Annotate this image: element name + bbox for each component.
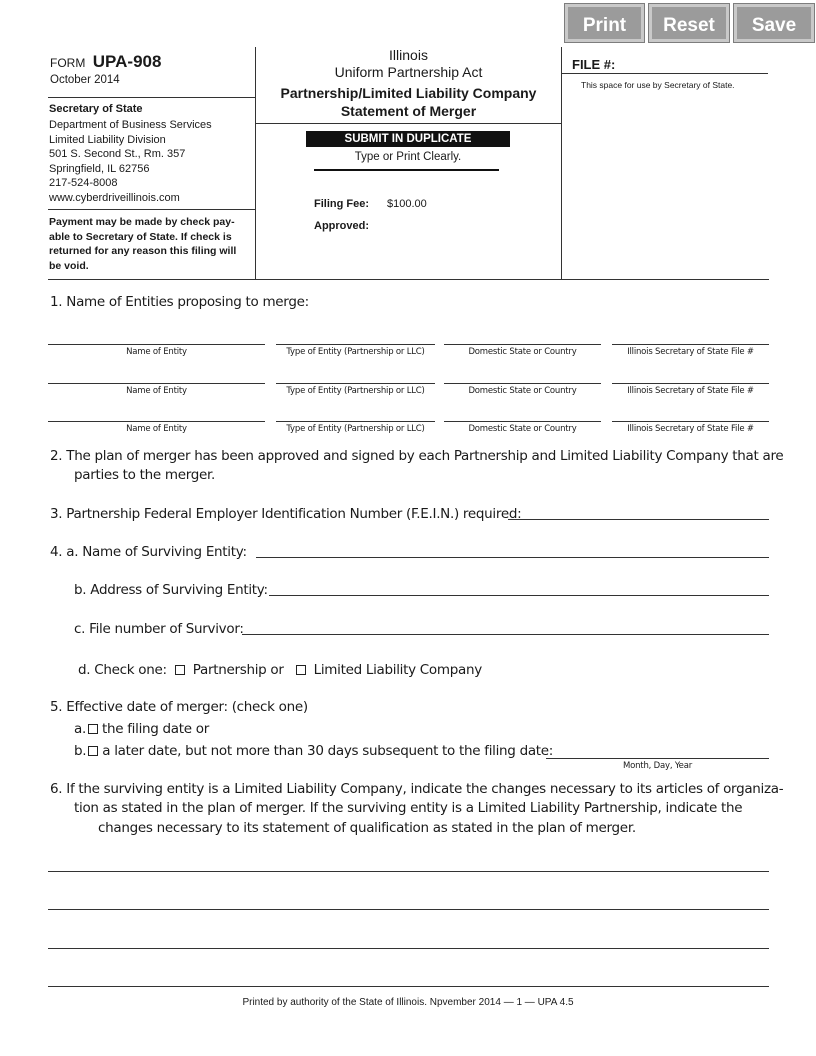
payment-line: able to Secretary of State. If check is xyxy=(49,230,232,243)
entity-3-type-input[interactable] xyxy=(276,405,435,422)
entity-1-state-input[interactable] xyxy=(444,328,601,345)
item-5a-prefix: a. xyxy=(74,721,86,737)
item-5b-label: a later date, but not more than 30 days subsequent to the filing date: xyxy=(102,743,554,759)
partnership-checkbox[interactable] xyxy=(175,665,185,675)
llc-option-label: Limited Liability Company xyxy=(313,662,482,678)
filing-fee-value: $100.00 xyxy=(387,198,427,210)
agency-line: 217-524-8008 xyxy=(49,177,118,189)
surviving-entity-address-input[interactable] xyxy=(269,579,769,596)
item-4d-row xyxy=(78,662,482,678)
page-subtitle: Statement of Merger xyxy=(340,103,477,119)
payment-note xyxy=(49,215,236,273)
item-4b-label: b. Address of Surviving Entity: xyxy=(74,582,268,598)
changes-line-3[interactable] xyxy=(48,932,769,949)
office-use-note: This space for use by Secretary of State. xyxy=(581,80,735,90)
item-5b-row xyxy=(74,743,553,759)
caption-entity-file: Illinois Secretary of State File # xyxy=(627,347,754,357)
caption-entity-state: Domestic State or Country xyxy=(468,386,577,396)
fein-input[interactable] xyxy=(508,503,769,520)
later-date-input[interactable] xyxy=(546,742,769,759)
item-4a-label: 4. a. Name of Surviving Entity: xyxy=(50,544,247,560)
caption-entity-type: Type of Entity (Partnership or LLC) xyxy=(286,347,425,357)
payment-line: be void. xyxy=(49,259,89,272)
survivor-file-number-input[interactable] xyxy=(242,618,769,635)
agency-title: Secretary of State xyxy=(49,103,143,115)
entity-3-state-input[interactable] xyxy=(444,405,601,422)
caption-entity-state: Domestic State or Country xyxy=(468,424,577,434)
filing-fee-label: Filing Fee: xyxy=(314,198,369,210)
submit-banner: SUBMIT IN DUPLICATE xyxy=(306,131,510,147)
surviving-entity-name-input[interactable] xyxy=(256,541,769,558)
entity-2-name-input[interactable] xyxy=(48,367,265,384)
agency-line: Limited Liability Division xyxy=(49,133,166,146)
footer-note: Printed by authority of the State of Illinois. Npvember 2014 — 1 — UPA 4.5 xyxy=(242,997,574,1008)
filing-date-checkbox[interactable] xyxy=(88,724,98,734)
caption-entity-type: Type of Entity (Partnership or LLC) xyxy=(286,386,425,396)
caption-entity-state: Domestic State or Country xyxy=(468,347,577,357)
type-print-note: Type or Print Clearly. xyxy=(354,151,462,163)
file-number-label: FILE #: xyxy=(572,57,616,72)
item-4c-label: c. File number of Survivor: xyxy=(74,621,244,637)
act-name: Uniform Partnership Act xyxy=(334,64,483,80)
item-1-label: 1. Name of Entities proposing to merge: xyxy=(50,294,309,310)
item-5a-label: the filing date or xyxy=(101,721,209,737)
agency-line: Department of Business Services xyxy=(49,119,212,131)
payment-line: returned for any reason this filing will xyxy=(49,245,237,257)
column-divider xyxy=(561,47,562,279)
caption-entity-name: Name of Entity xyxy=(126,347,187,357)
form-number: UPA-908 xyxy=(92,52,162,71)
later-date-checkbox[interactable] xyxy=(88,746,98,756)
payment-line: Payment may be made by check pay- xyxy=(49,216,235,228)
divider xyxy=(314,169,499,171)
partnership-option-label: Partnership or xyxy=(192,662,284,678)
form-id xyxy=(50,52,161,72)
form-prefix: FORM xyxy=(50,56,86,70)
date-format-caption: Month, Day, Year xyxy=(622,761,693,771)
caption-entity-file: Illinois Secretary of State File # xyxy=(627,424,754,434)
item-2-text: 2. The plan of merger has been approved and signed by each Partnership and Limited Liability Company that are xyxy=(50,448,784,464)
item-2-text-cont: parties to the merger. xyxy=(74,467,216,483)
changes-line-2[interactable] xyxy=(48,893,769,910)
item-5b-prefix: b. xyxy=(74,743,87,759)
divider xyxy=(48,209,256,210)
caption-entity-type: Type of Entity (Partnership or LLC) xyxy=(286,424,425,434)
entity-1-file-input[interactable] xyxy=(612,328,769,345)
changes-line-1[interactable] xyxy=(48,855,769,872)
item-5a-row xyxy=(74,721,209,737)
entity-2-type-input[interactable] xyxy=(276,367,435,384)
divider xyxy=(256,123,561,124)
item-3-label: 3. Partnership Federal Employer Identification Number (F.E.I.N.) required: xyxy=(50,506,522,522)
entity-1-type-input[interactable] xyxy=(276,328,435,345)
divider xyxy=(48,97,256,98)
column-divider xyxy=(255,47,256,279)
caption-entity-file: Illinois Secretary of State File # xyxy=(627,386,754,396)
entity-3-name-input[interactable] xyxy=(48,405,265,422)
changes-line-4[interactable] xyxy=(48,970,769,987)
print-button[interactable]: Print xyxy=(565,4,644,42)
caption-entity-name: Name of Entity xyxy=(126,424,187,434)
item-6-text: 6. If the surviving entity is a Limited Liability Company, indicate the changes necessary to its articles of organiza- xyxy=(50,781,784,797)
form-date: October 2014 xyxy=(50,74,120,86)
entity-2-state-input[interactable] xyxy=(444,367,601,384)
agency-line: 501 S. Second St., Rm. 357 xyxy=(49,148,186,160)
entity-2-file-input[interactable] xyxy=(612,367,769,384)
section-divider xyxy=(48,279,769,280)
agency-website: www.cyberdriveillinois.com xyxy=(49,191,180,204)
item-6-text-cont: tion as stated in the plan of merger. If the surviving entity is a Limited Liability Partnership, indicate the xyxy=(74,800,743,816)
item-5-label: 5. Effective date of merger: (check one) xyxy=(50,699,308,715)
item-6-text-cont: changes necessary to its statement of qualification as stated in the plan of merger. xyxy=(98,820,636,836)
llc-checkbox[interactable] xyxy=(296,665,306,675)
entity-3-file-input[interactable] xyxy=(612,405,769,422)
item-4d-label: d. Check one: xyxy=(78,662,167,678)
entity-1-name-input[interactable] xyxy=(48,328,265,345)
agency-address xyxy=(49,118,212,205)
save-button[interactable]: Save xyxy=(734,4,814,42)
approved-label: Approved: xyxy=(314,220,369,232)
agency-line: Springfield, IL 62756 xyxy=(49,162,150,175)
caption-entity-name: Name of Entity xyxy=(126,386,187,396)
state-name: Illinois xyxy=(389,47,428,63)
page-title: Partnership/Limited Liability Company xyxy=(280,85,537,101)
reset-button[interactable]: Reset xyxy=(649,4,729,42)
divider xyxy=(562,73,768,74)
